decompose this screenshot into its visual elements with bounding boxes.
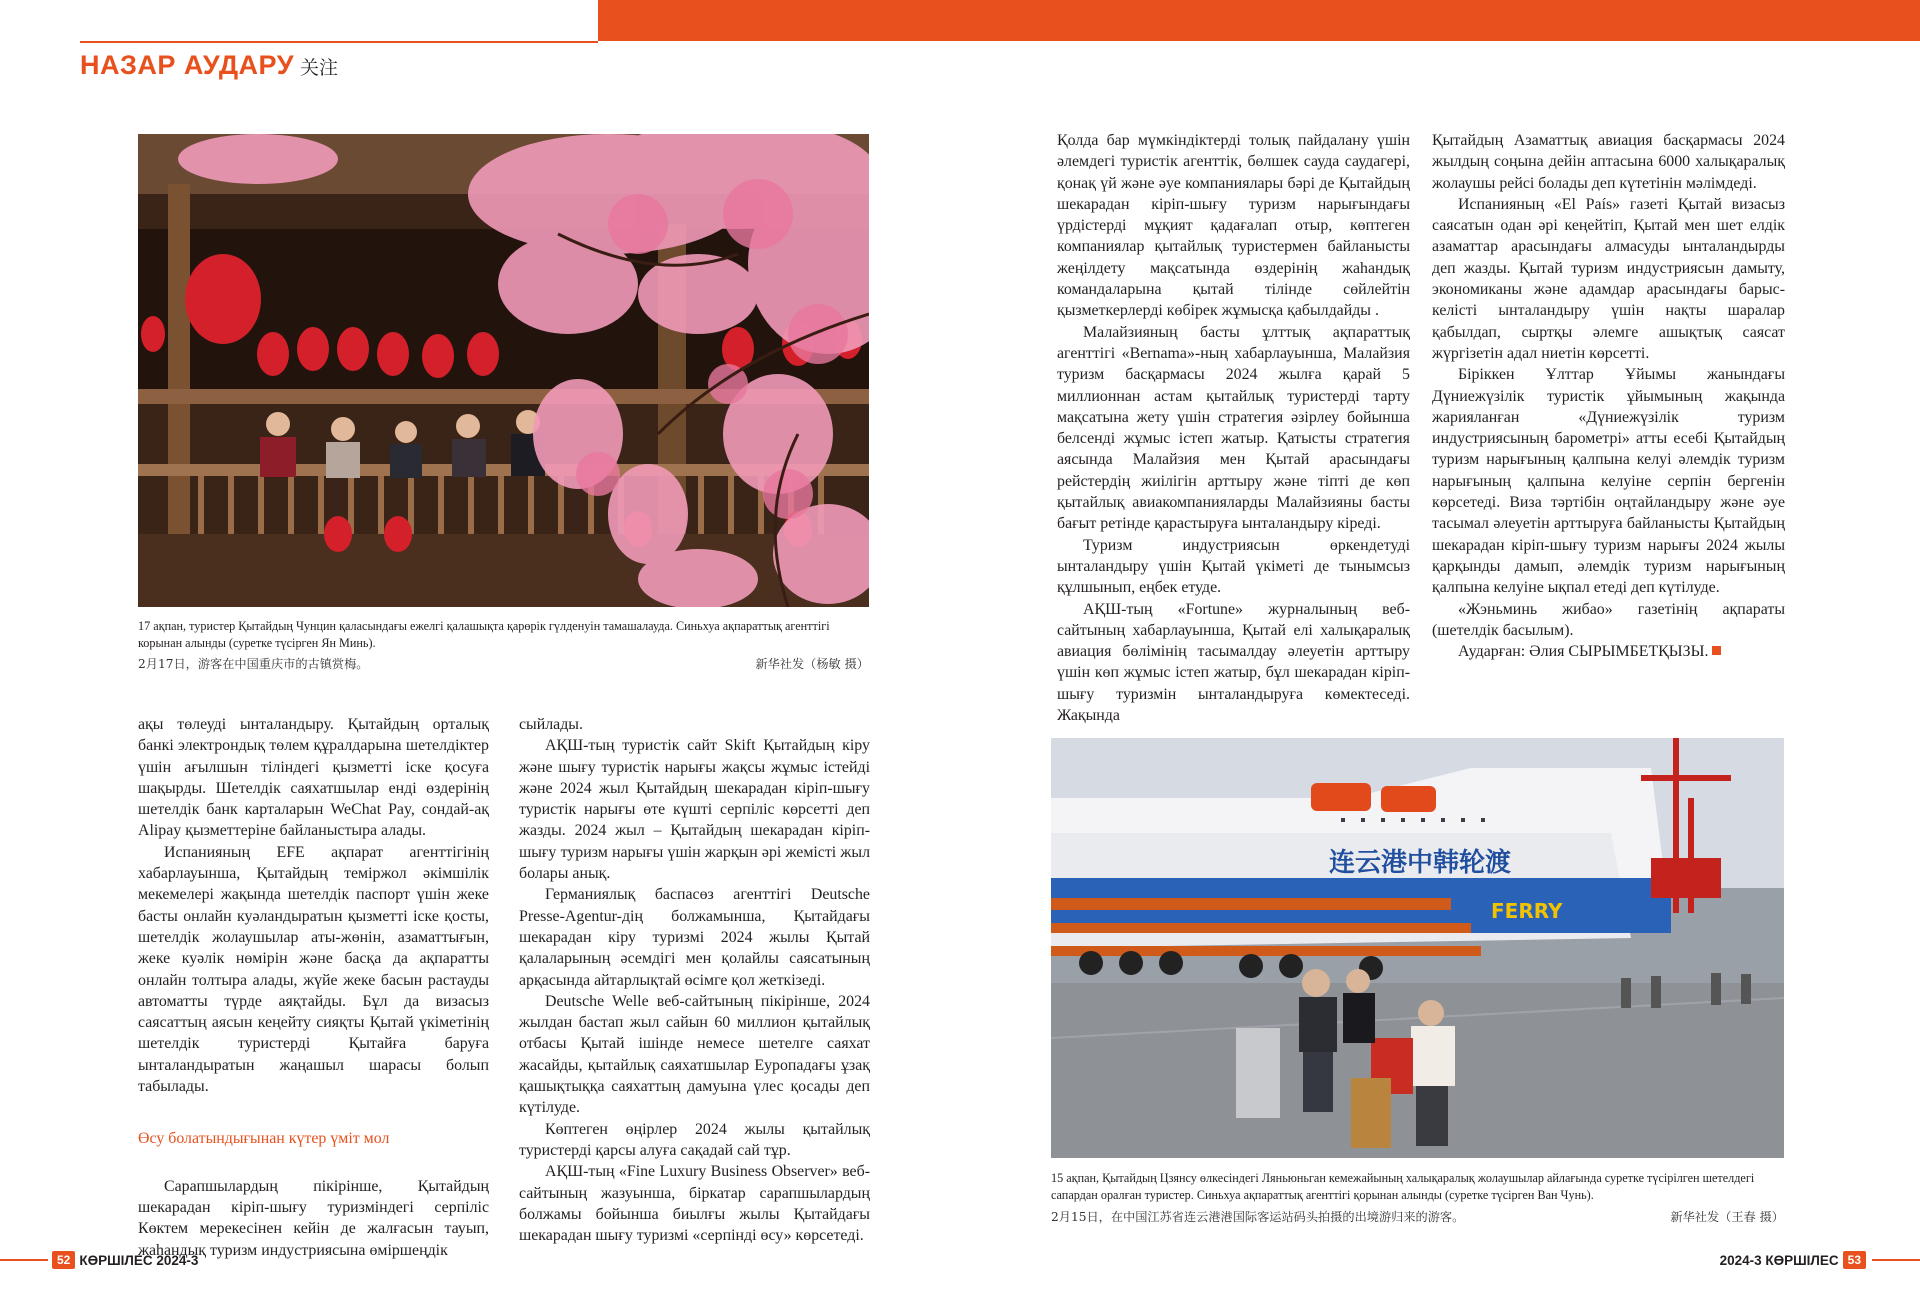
paragraph: Қолда бар мүмкіндіктерді толық пайдалану үшін әлемдегі туристік агенттік, бөлшек сауда саудагері, қонақ үй және әуе компаниялары бәрі де Қытайдың шекарадан кіріп-шығу туризм нарығындағы үрдістерді мұқият қадағалап отыр, көптеген компаниялар қытайлық туристермен байланысты жеңілдету мақсатында өздерінің жаһандық командаларына қытай тілінде сөйлейтін қызметкерлерді көбірек жұмысқа қабылдайды . [1057, 132, 1410, 320]
section-title: НАЗАР АУДАРУ [80, 50, 294, 80]
paragraph: Қытайдың Азаматтық авиация басқармасы 2024 жылдың соңына дейін аптасына 6000 халықаралық жолаушы рейсі болады деп күтетінін мәлімдеді. [1432, 132, 1785, 192]
translator-line [1432, 641, 1785, 662]
right-column-1 [1057, 130, 1410, 726]
footer-label-right: 2024-3 КӨРШІЛЕС [1719, 1252, 1839, 1268]
paragraph: Сарапшылардың пікірінше, Қытайдың шекарадан кіріп-шығу туризміндегі серпіліс Көктем мерекесінен кейін де жалғасын тауып, жаһандық туризм индустриясына өміршеңдік [138, 1177, 489, 1259]
paragraph: ақы төлеуді ынталандыру. Қытайдың орталық банкі электрондық төлем құралдарына шетелдіктер үшін ағылшын тіліндегі қызметті іске қосуға шақырды. Шетелдік саяхатшылар енді өздерінің шетелдік банк карталарын WeChat Pay, сондай-ақ Alipay қызметтеріне байланыстыра алады. [138, 716, 489, 840]
right-column-2 [1432, 130, 1785, 662]
subheading: Өсу болатындығынан күтер үміт мол [138, 1130, 390, 1148]
paragraph: Туризм индустриясын өркендетуді ынталандыру үшін Қытай үкіметі де тынымсыз құлшынып, еңбек етуде. [1057, 536, 1410, 597]
paragraph: Германиялық баспасөз агенттігі Deutsche Presse-Agentur-дің болжамынша, Қытайдағы шекарадан кіру туризмі 2024 жылы Қытай қалаларының әсемдігі мен қолайлы саясатының арқасында айтарлықтай өсімге қол жеткізеді. [519, 886, 870, 989]
footer-left [52, 1251, 198, 1269]
section-header [80, 50, 338, 81]
paragraph: Испанияның EFE ақпарат агенттігінің хабарлауынша, Қытайдың теміржол әкімшілік мекемелері жақында шетелдік паспорт үшін жеке басты онлайн куәландыратын қызметті іске қосты, шетелдік жолаушылар аты-жөнін, азаматтығын, жеке куәлік нөмірін және басқа да ақпаратты онлайн толтыра алады, жүйе жеке басын растауды автоматты түрде аяқтайды. Бұл да визасыз саясаттың аясын кеңейту сияқты Қытай үкіметінің шетелдік туристерді Қытайға баруға ынталандыратын жаңашыл шарасы болып табылады. [138, 843, 489, 1096]
ferry-port-photo [1051, 738, 1784, 1158]
left-column-2 [519, 714, 870, 1246]
page-number-right: 53 [1843, 1251, 1866, 1269]
top-rule [80, 41, 598, 43]
footer-rule-left [0, 1259, 48, 1261]
photo1-caption-cn-row [138, 655, 869, 672]
footer-label-left: КӨРШІЛЕС 2024-3 [79, 1252, 199, 1268]
paragraph: Көптеген өңірлер 2024 жылы қытайлық туристерді қарсы алуға сақадай сай тұр. [519, 1120, 870, 1159]
ship-ferry-text: FERRY [1491, 899, 1563, 923]
page-number-left: 52 [52, 1251, 75, 1269]
paragraph: Испанияның «El País» газеті Қытай визасыз саясатын одан әрі кеңейтіп, Қытай мен шет елдік азаматтар арасындағы алмасуды ынталандырды деп жазды. Қытай туризм индустриясын дамыту, экономиканы және адамдар арасындағы барыс-келісті ынталандыру үшін нақты шаралар қабылдап, сыртқы әлемге ашықтық саясат жүргізетін адал ниетін көрсетті. [1432, 195, 1785, 362]
top-accent-bar [598, 0, 1920, 41]
photo2-caption: 15 ақпан, Қытайдың Цзянсу өлкесіндегі Ляньюньган кемежайының халықаралық жолаушылар айлағында суретке түсірілген шетелдегі сапардан оралған туристер. Синьхуа ақпараттық агенттігі қорынан алынды (суретке түсірген Ван Чунь). [1051, 1171, 1755, 1202]
left-column-1 [138, 714, 489, 1261]
paragraph: сыйлады. [519, 716, 583, 733]
paragraph: Біріккен Ұлттар Ұйымы жанындағы Дүниежүзілік туристік ұйымының жақында жарияланған «Дүниежүзілік туризм индустриясының барометрі» атты есебі Қытайдың туризм нарығының қалпына келуі әлемдік туризм нарығының қалпына келуіне серпін бергенін көрсетеді. Виза тәртібін оңтайландыру және әуе тасымал әлеуетін арттыруға байланысты Қытайдың шекарадан кіріп-шығу туризм нарығы 2024 жылы қарқынды дамып, әлемдік туризм нарығының қалпына келуіне ықпал етеді деп күтілуде. [1432, 366, 1785, 597]
plum-blossom-photo [138, 134, 869, 607]
photo1-credit-cn: 新华社发（杨敏 摄） [755, 657, 869, 671]
end-mark [1712, 646, 1721, 655]
photo2-caption-cn-row [1051, 1208, 1784, 1225]
section-title-cn: 关注 [300, 57, 339, 79]
paragraph: АҚШ-тың «Fine Luxury Business Observer» веб-сайтының жазуынша, біркатар сарапшылардың болжамы бойынша биылғы жылы Қытайдағы шекарадан шығу туризмі «серпінді өсу» көрсетеді. [519, 1163, 870, 1245]
photo2-credit-cn: 新华社发（王春 摄） [1670, 1210, 1784, 1224]
footer-right [1720, 1251, 1866, 1269]
photo1-caption: 17 ақпан, туристер Қытайдың Чунцин қаласындағы ежелгі қалашықта қарөрік гүлденуін тамашалауда. Синьхуа ақпараттық агенттігі корынан алынды (суретке түсірген Ян Минь). [138, 619, 830, 650]
ship-name-text: 连云港中韩轮渡 [1329, 848, 1512, 878]
paragraph: АҚШ-тың туристік сайт Skift Қытайдың кіру және шығу туристік нарығы жақсы жұмыс істейді және 2024 жыл Қытайдың шекарадан кіріп-шығу туристік нарығы өте күшті серпіліс көрсетті деп жазды. 2024 жыл – Қытайдың шекарадан кіріп-шығу туризм нарығы үшін жарқын әрі жемісті жыл болары анық. [519, 737, 870, 883]
photo1-caption-cn: 2月17日，游客在中国重庆市的古镇赏梅。 [138, 657, 369, 671]
paragraph: Deutsche Welle веб-сайтының пікірінше, 2024 жылдан бастап жыл сайын 60 миллион қытайлық отбасы Қытай ішінде немесе шетелге саяхат жасайды, қытайлық саяхатшылар Еуропадағы ұзақ қашықтыққа саяхаттың дамуына үлес қосады деп күтілуде. [519, 992, 870, 1117]
footer-rule-right [1872, 1259, 1920, 1261]
paragraph: «Жэньминь жибао» газетінің ақпараты (шетелдік басылым). [1432, 600, 1785, 639]
photo2-caption-cn: 2月15日，在中国江苏省连云港港国际客运站码头拍摄的出境游归来的游客。 [1051, 1210, 1465, 1224]
paragraph: Малайзияның басты ұлттық ақпараттық агенттігі «Bernama»-ның хабарлауынша, Малайзия туризм басқармасы 2024 жылға қарай 5 миллионнан астам қытайлық туристерді тарту мақсатына жету үшін стратегия әзірлеу бойынша белсенді жұмыс істеп жатыр. Қатысты стратегия аясында Малайзия мен Қытай арасындағы рейстердің жиілігін арттыру және тіпті де көп қытайлық авиакомпанияларды Малайзияны басты бағыт ретінде қарастыруға ынталандыру кіреді. [1057, 323, 1410, 533]
paragraph: АҚШ-тың «Fortune» журналының веб-сайтының хабарлауынша, Қытай елі халықаралық авиация бөлімінің тасымалдау әлеуетін арттыру үшін көп жұмыс істеп жатыр, бұл шекарадан кіріп-шығу туризмін ынталандыруға көмектеседі. Жақында [1057, 600, 1410, 725]
translator-credit: Аударған: Әлия СЫРЫМБЕТҚЫЗЫ. [1458, 643, 1709, 661]
